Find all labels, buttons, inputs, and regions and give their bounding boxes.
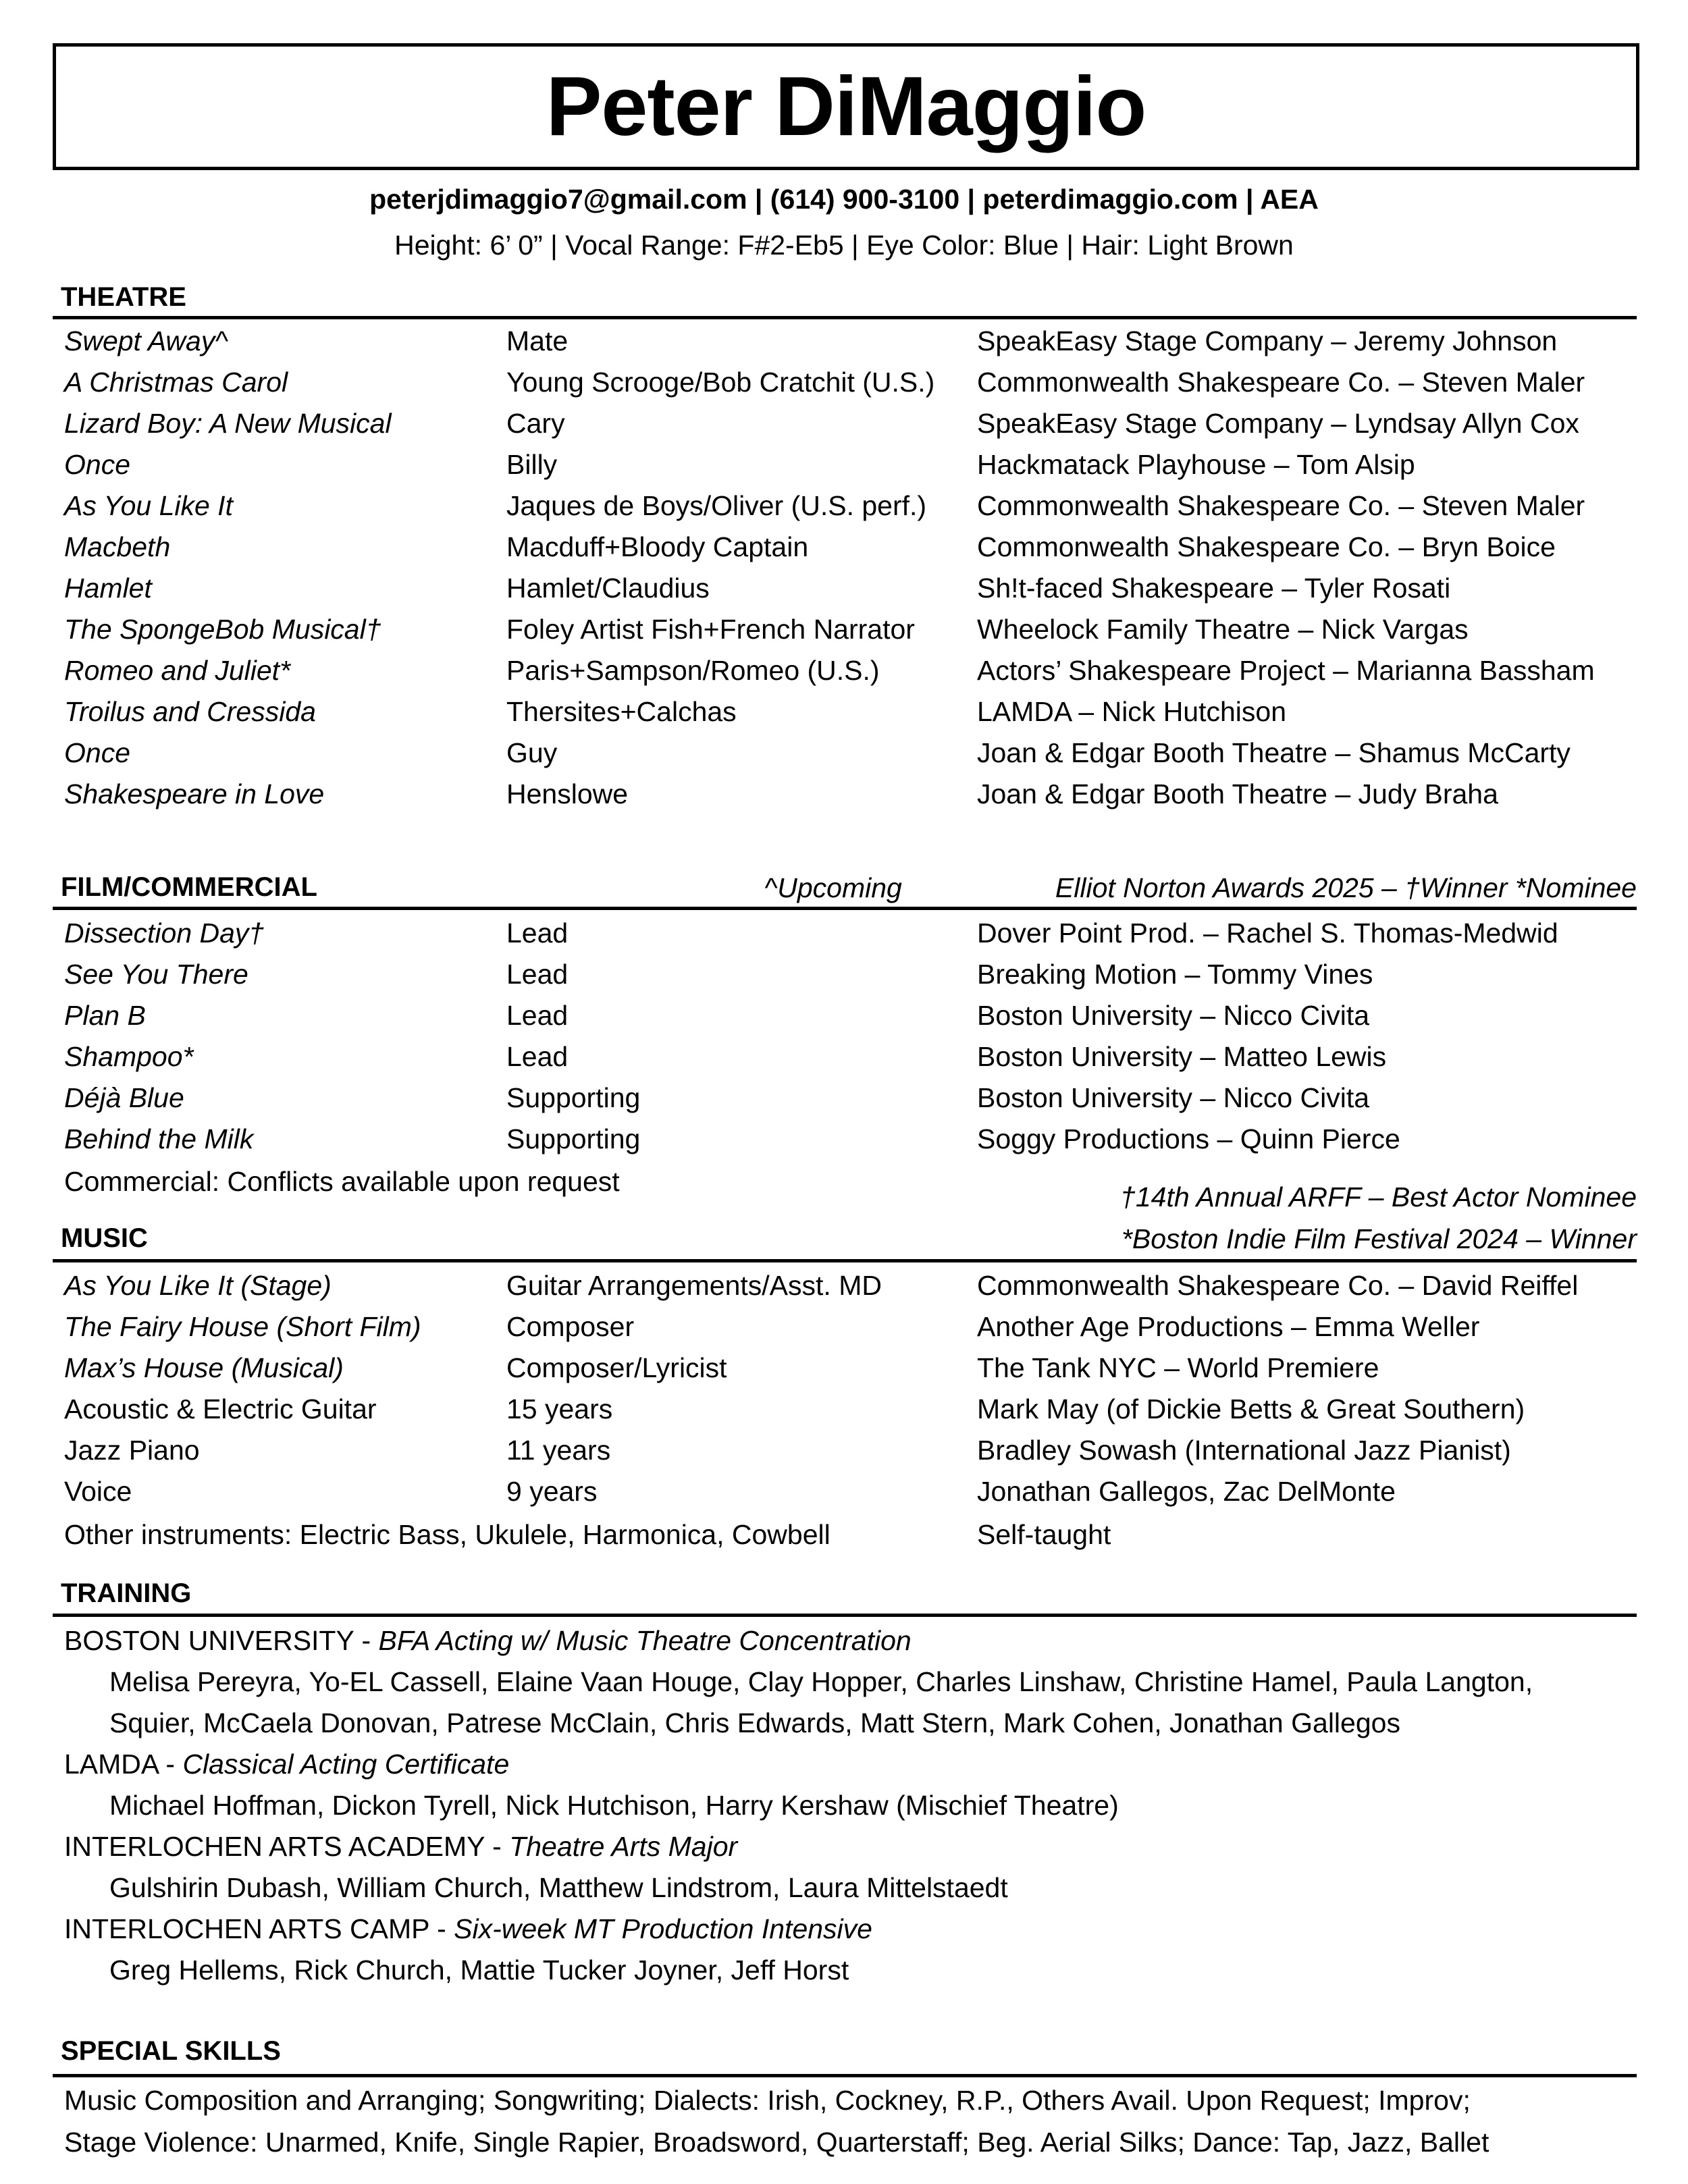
teacher-list: Squier, McCaela Donovan, Patrese McClain, Chris Edwards, Matt Stern, Mark Cohen, Jonathan Gallegos xyxy=(109,1707,1400,1738)
skills-line: Stage Violence: Unarmed, Knife, Single Rapier, Broadsword, Quarterstaff; Beg. Aerial Silks; Dance: Tap, Jazz, Ballet xyxy=(64,2127,1489,2158)
credit-company-director: Bradley Sowash (International Jazz Pianist) xyxy=(977,1435,1511,1466)
credit-title: Plan B xyxy=(64,1000,146,1031)
credit-row xyxy=(64,1430,1637,1471)
credit-company-director: Commonwealth Shakespeare Co. – Steven Maler xyxy=(977,367,1585,398)
credit-title: Once xyxy=(64,449,130,480)
name-header-box xyxy=(53,43,1639,170)
skills-line: Music Composition and Arranging; Songwriting; Dialects: Irish, Cockney, R.P., Others Avail. Upon Request; Improv; xyxy=(64,2085,1471,2116)
training-school xyxy=(64,1744,509,1785)
physical-stats: Height: 6’ 0” | Vocal Range: F#2-Eb5 | Eye Color: Blue | Hair: Light Brown xyxy=(394,230,1294,261)
credit-title: Max’s House (Musical) xyxy=(64,1352,344,1383)
credit-title: Shakespeare in Love xyxy=(64,778,325,809)
credit-title: As You Like It (Stage) xyxy=(64,1270,332,1301)
credit-row xyxy=(64,362,1637,403)
skills-rule xyxy=(53,2074,1637,2077)
credit-row xyxy=(64,954,1637,995)
credit-row xyxy=(64,1265,1637,1306)
credit-role: Composer/Lyricist xyxy=(506,1352,727,1383)
credit-row xyxy=(64,321,1637,362)
credit-row xyxy=(64,1036,1637,1077)
credit-title: The SpongeBob Musical† xyxy=(64,614,381,645)
credit-title: Lizard Boy: A New Musical xyxy=(64,408,392,439)
contact-line: peterjdimaggio7@gmail.com | (614) 900-3100 | peterdimaggio.com | AEA xyxy=(369,184,1319,215)
credit-title: Jazz Piano xyxy=(64,1435,200,1466)
credit-role: Henslowe xyxy=(506,778,629,809)
credit-title: Once xyxy=(64,737,130,768)
school-name: BOSTON UNIVERSITY - xyxy=(64,1625,379,1656)
credit-company-director: Commonwealth Shakespeare Co. – Bryn Boice xyxy=(977,531,1556,562)
training-heading: TRAINING xyxy=(61,1578,192,1608)
credit-row xyxy=(64,1471,1637,1512)
credit-role: Supporting xyxy=(506,1082,641,1113)
credit-row xyxy=(64,485,1637,527)
credit-title: Shampoo* xyxy=(64,1041,194,1072)
credit-row xyxy=(64,1306,1637,1348)
credit-title: Macbeth xyxy=(64,531,171,562)
credit-company-director: SpeakEasy Stage Company – Lyndsay Allyn Cox xyxy=(977,408,1579,439)
credit-row xyxy=(64,403,1637,444)
awards-note: Elliot Norton Awards 2025 – †Winner *Nominee xyxy=(1055,872,1637,903)
teacher-list: Melisa Pereyra, Yo-EL Cassell, Elaine Vaan Houge, Clay Hopper, Charles Linshaw, Christine Hamel, Paula Langton, xyxy=(109,1666,1533,1697)
other-instruments-source: Self-taught xyxy=(977,1519,1111,1550)
credit-title: Hamlet xyxy=(64,572,152,604)
credit-company-director: Joan & Edgar Booth Theatre – Shamus McCarty xyxy=(977,737,1571,768)
credit-row xyxy=(64,913,1637,954)
credit-company-director: Dover Point Prod. – Rachel S. Thomas-Medwid xyxy=(977,917,1558,949)
credit-row xyxy=(64,1119,1637,1160)
credit-row xyxy=(64,1348,1637,1389)
credit-role: Guy xyxy=(506,737,558,768)
credit-role: Mate xyxy=(506,325,569,356)
credit-role: Cary xyxy=(506,408,565,439)
credit-company-director: Commonwealth Shakespeare Co. – David Reiffel xyxy=(977,1270,1579,1301)
theatre-heading: THEATRE xyxy=(61,282,186,312)
commercial-note: Commercial: Conflicts available upon request xyxy=(64,1166,620,1197)
credit-role: Jaques de Boys/Oliver (U.S. perf.) xyxy=(506,490,927,521)
credit-role: 15 years xyxy=(506,1393,613,1424)
program-name: Theatre Arts Major xyxy=(509,1831,738,1862)
credit-row xyxy=(64,609,1637,650)
credit-role: Hamlet/Claudius xyxy=(506,572,710,604)
credit-title: Behind the Milk xyxy=(64,1123,254,1154)
credit-row xyxy=(64,444,1637,485)
upcoming-note: ^Upcoming xyxy=(764,872,902,903)
teacher-list: Greg Hellems, Rick Church, Mattie Tucker Joyner, Jeff Horst xyxy=(109,1954,849,1986)
school-name: INTERLOCHEN ARTS CAMP - xyxy=(64,1913,454,1944)
credit-company-director: Soggy Productions – Quinn Pierce xyxy=(977,1123,1400,1154)
credit-title: Dissection Day† xyxy=(64,917,265,949)
actor-name: Peter DiMaggio xyxy=(546,60,1146,153)
training-school xyxy=(64,1826,737,1867)
credit-role: Lead xyxy=(506,1041,569,1072)
credit-title: Voice xyxy=(64,1476,132,1507)
credit-role: Lead xyxy=(506,959,569,990)
arff-footnote: †14th Annual ARFF – Best Actor Nominee xyxy=(1120,1181,1637,1213)
credit-title: Swept Away^ xyxy=(64,325,228,356)
other-instruments: Other instruments: Electric Bass, Ukulele, Harmonica, Cowbell xyxy=(64,1519,830,1550)
credit-company-director: Boston University – Nicco Civita xyxy=(977,1082,1370,1113)
credit-role: Composer xyxy=(506,1311,635,1342)
credit-row xyxy=(64,568,1637,609)
credit-company-director: The Tank NYC – World Premiere xyxy=(977,1352,1379,1383)
credit-role: Lead xyxy=(506,1000,569,1031)
credit-company-director: Another Age Productions – Emma Weller xyxy=(977,1311,1480,1342)
program-name: BFA Acting w/ Music Theatre Concentration xyxy=(378,1625,912,1656)
training-school xyxy=(64,1909,872,1950)
teacher-list: Michael Hoffman, Dickon Tyrell, Nick Hutchison, Harry Kershaw (Mischief Theatre) xyxy=(109,1790,1119,1821)
theatre-rule xyxy=(53,316,1637,319)
credit-company-director: Boston University – Nicco Civita xyxy=(977,1000,1370,1031)
credit-role: 11 years xyxy=(506,1435,611,1466)
program-name: Classical Acting Certificate xyxy=(182,1749,510,1780)
credit-title: Acoustic & Electric Guitar xyxy=(64,1393,377,1424)
credit-row xyxy=(64,650,1637,691)
credit-role: Macduff+Bloody Captain xyxy=(506,531,809,562)
credit-role: Thersites+Calchas xyxy=(506,696,737,727)
credit-company-director: Joan & Edgar Booth Theatre – Judy Braha xyxy=(977,778,1498,809)
credit-title: See You There xyxy=(64,959,248,990)
credit-title: The Fairy House (Short Film) xyxy=(64,1311,421,1342)
credit-role: Paris+Sampson/Romeo (U.S.) xyxy=(506,655,880,686)
credit-row xyxy=(64,1077,1637,1119)
credit-row xyxy=(64,527,1637,568)
credit-role: Foley Artist Fish+French Narrator xyxy=(506,614,915,645)
music-heading: MUSIC xyxy=(61,1223,148,1253)
skills-heading: SPECIAL SKILLS xyxy=(61,2036,281,2066)
training-school xyxy=(64,1620,912,1661)
credit-company-director: Actors’ Shakespeare Project – Marianna Bassham xyxy=(977,655,1595,686)
music-other-row xyxy=(64,1514,1637,1555)
credit-company-director: Boston University – Matteo Lewis xyxy=(977,1041,1387,1072)
credit-company-director: Breaking Motion – Tommy Vines xyxy=(977,959,1373,990)
credit-title: Troilus and Cressida xyxy=(64,696,316,727)
music-rule xyxy=(53,1259,1637,1262)
training-rule xyxy=(53,1614,1637,1617)
credit-title: Romeo and Juliet* xyxy=(64,655,291,686)
credit-role: Young Scrooge/Bob Cratchit (U.S.) xyxy=(506,367,935,398)
credit-role: Guitar Arrangements/Asst. MD xyxy=(506,1270,882,1301)
credit-role: Billy xyxy=(506,449,558,480)
credit-title: A Christmas Carol xyxy=(64,367,288,398)
credit-company-director: Hackmatack Playhouse – Tom Alsip xyxy=(977,449,1415,480)
credit-row xyxy=(64,733,1637,774)
teacher-list: Gulshirin Dubash, William Church, Matthew Lindstrom, Laura Mittelstaedt xyxy=(109,1872,1008,1903)
school-name: LAMDA - xyxy=(64,1749,183,1780)
credit-company-director: Commonwealth Shakespeare Co. – Steven Maler xyxy=(977,490,1585,521)
credit-company-director: Mark May (of Dickie Betts & Great Southern) xyxy=(977,1393,1525,1424)
credit-company-director: Wheelock Family Theatre – Nick Vargas xyxy=(977,614,1469,645)
credit-role: 9 years xyxy=(506,1476,598,1507)
film-rule xyxy=(53,907,1637,910)
school-name: INTERLOCHEN ARTS ACADEMY - xyxy=(64,1831,510,1862)
credit-title: Déjà Blue xyxy=(64,1082,184,1113)
credit-row xyxy=(64,1389,1637,1430)
credit-company-director: Sh!t-faced Shakespeare – Tyler Rosati xyxy=(977,572,1451,604)
credit-company-director: Jonathan Gallegos, Zac DelMonte xyxy=(977,1476,1396,1507)
credit-role: Lead xyxy=(506,917,569,949)
credit-role: Supporting xyxy=(506,1123,641,1154)
credit-company-director: LAMDA – Nick Hutchison xyxy=(977,696,1287,727)
program-name: Six-week MT Production Intensive xyxy=(454,1913,872,1944)
credit-row xyxy=(64,691,1637,733)
credit-title: As You Like It xyxy=(64,490,233,521)
credit-company-director: SpeakEasy Stage Company – Jeremy Johnson xyxy=(977,325,1558,356)
credit-row xyxy=(64,995,1637,1036)
boston-indie-footnote: *Boston Indie Film Festival 2024 – Winner xyxy=(1121,1223,1637,1254)
credit-row xyxy=(64,774,1637,815)
film-heading: FILM/COMMERCIAL xyxy=(61,872,317,902)
